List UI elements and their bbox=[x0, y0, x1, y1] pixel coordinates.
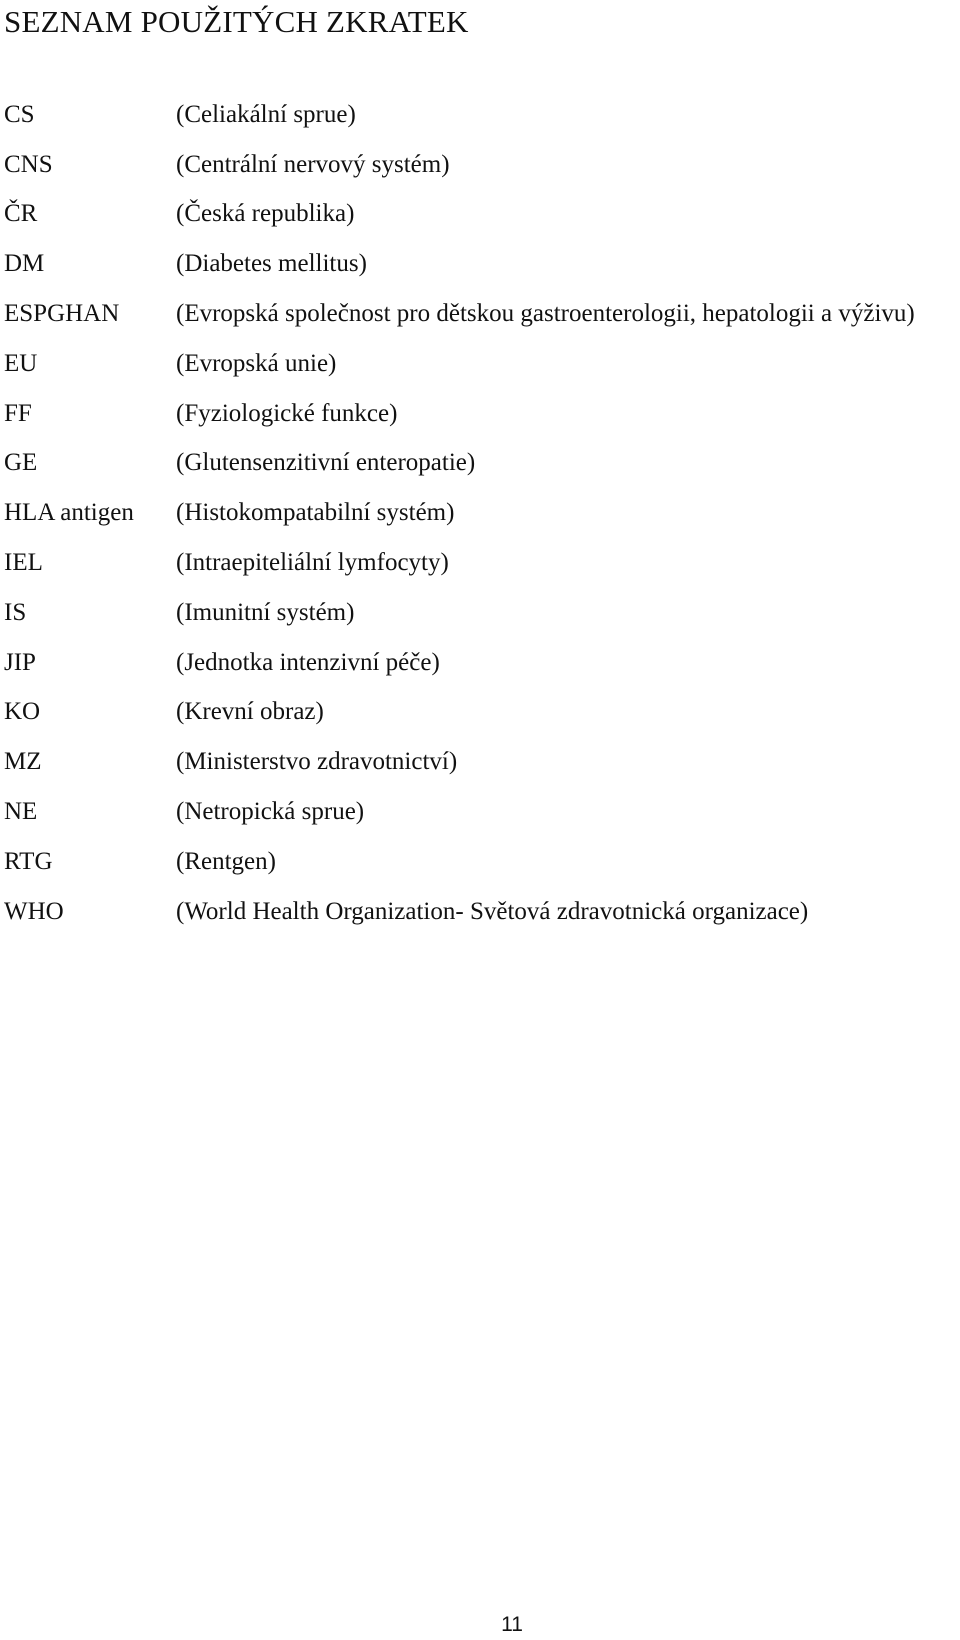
abbreviation-code: KO bbox=[4, 698, 41, 726]
abbreviation-code: CNS bbox=[4, 150, 53, 178]
list-item bbox=[0, 588, 915, 638]
abbreviation-meaning: (Glutensenzitivní enteropatie) bbox=[176, 449, 476, 477]
abbreviation-code: NE bbox=[4, 798, 38, 826]
list-item bbox=[0, 688, 915, 738]
list-item bbox=[0, 439, 915, 489]
list-item bbox=[0, 140, 915, 190]
abbreviation-code: ČR bbox=[4, 200, 38, 228]
abbreviation-code: FF bbox=[4, 399, 32, 427]
list-item bbox=[0, 190, 915, 240]
abbreviation-meaning: (Fyziologické funkce) bbox=[176, 399, 398, 427]
list-item bbox=[0, 239, 915, 289]
list-item bbox=[0, 638, 915, 688]
abbreviation-code: MZ bbox=[4, 748, 42, 776]
abbreviation-code: IEL bbox=[4, 549, 43, 577]
list-item bbox=[0, 787, 915, 837]
list-item bbox=[0, 737, 915, 787]
abbreviation-meaning: (Evropská společnost pro dětskou gastroenterologii, hepatologii a výživu) bbox=[176, 300, 915, 328]
abbreviation-code: WHO bbox=[4, 897, 64, 925]
abbreviation-meaning: (Netropická sprue) bbox=[176, 798, 365, 826]
abbreviation-code: HLA antigen bbox=[4, 499, 134, 527]
abbreviation-code: DM bbox=[4, 250, 45, 278]
abbreviation-code: CS bbox=[4, 100, 35, 128]
abbreviation-meaning: (Intraepiteliální lymfocyty) bbox=[176, 549, 449, 577]
abbreviation-meaning: (Diabetes mellitus) bbox=[176, 250, 367, 278]
list-item bbox=[0, 887, 915, 937]
list-item bbox=[0, 289, 915, 339]
list-item bbox=[0, 389, 915, 439]
abbreviation-code: EU bbox=[4, 349, 38, 377]
list-item bbox=[0, 90, 915, 140]
abbreviation-meaning: (Celiakální sprue) bbox=[176, 100, 356, 128]
abbreviation-meaning: (World Health Organization- Světová zdravotnická organizace) bbox=[176, 897, 809, 925]
abbreviation-meaning: (Rentgen) bbox=[176, 847, 276, 875]
list-item bbox=[0, 837, 915, 887]
abbreviation-meaning: (Imunitní systém) bbox=[176, 598, 355, 626]
abbreviation-meaning: (Histokompatabilní systém) bbox=[176, 499, 455, 527]
page-number: 11 bbox=[501, 1613, 523, 1636]
abbreviation-code: ESPGHAN bbox=[4, 300, 120, 328]
abbreviation-meaning: (Evropská unie) bbox=[176, 349, 337, 377]
abbreviation-meaning: (Ministerstvo zdravotnictví) bbox=[176, 748, 458, 776]
abbreviation-code: JIP bbox=[4, 648, 36, 676]
page-number-footer bbox=[0, 1613, 960, 1637]
abbreviation-meaning: (Česká republika) bbox=[176, 200, 355, 228]
abbreviation-code: IS bbox=[4, 598, 27, 626]
abbreviation-meaning: (Krevní obraz) bbox=[176, 698, 324, 726]
list-item bbox=[0, 538, 915, 588]
page-title: SEZNAM POUŽITÝCH ZKRATEK bbox=[4, 4, 469, 39]
abbreviation-meaning: (Jednotka intenzivní péče) bbox=[176, 648, 440, 676]
list-item bbox=[0, 339, 915, 389]
list-item bbox=[0, 488, 915, 538]
abbreviation-code: RTG bbox=[4, 847, 53, 875]
abbreviation-meaning: (Centrální nervový systém) bbox=[176, 150, 450, 178]
abbreviation-list bbox=[0, 90, 915, 937]
abbreviation-code: GE bbox=[4, 449, 38, 477]
